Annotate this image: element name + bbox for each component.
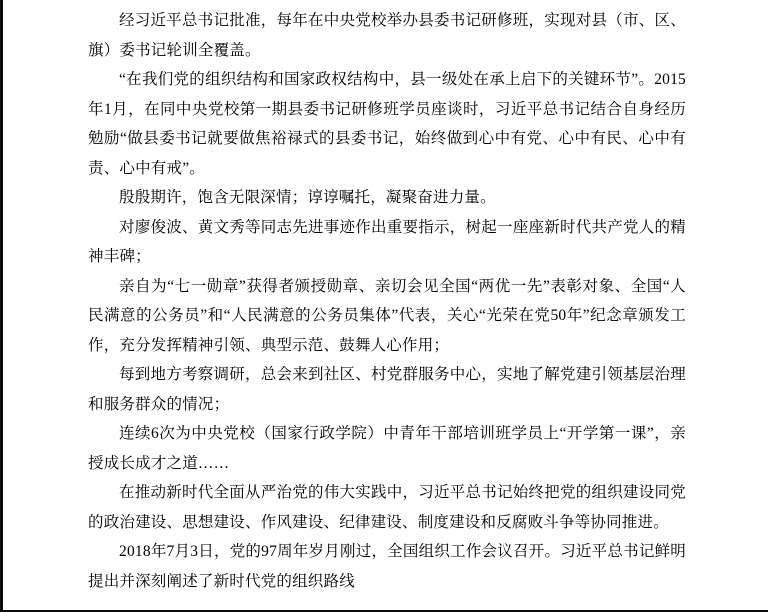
paragraph: 亲自为“七一勋章”获得者颁授勋章、亲切会见全国“两优一先”表彰对象、全国“人民满意的公务员”和“人民满意的公务员集体”代表，关心“光荣在党50年”纪念章颁发工作，充分发挥精神引领、典型示范、鼓舞人心作用； bbox=[88, 277, 686, 354]
paragraph: 殷殷期许，饱含无限深情；谆谆嘱托，凝聚奋进力量。 bbox=[119, 189, 496, 206]
left-margin-rule bbox=[0, 0, 3, 612]
paragraph: 每到地方考察调研，总会来到社区、村党群服务中心，实地了解党建引领基层治理和服务群众的情况； bbox=[88, 366, 686, 413]
paragraph: 在推动新时代全面从严治党的伟大实践中，习近平总书记始终把党的组织建设同党的政治建设、思想建设、作风建设、纪律建设、制度建设和反腐败斗争等协同推进。 bbox=[88, 484, 686, 531]
paragraph: “在我们党的组织结构和国家政权结构中，县一级处在承上启下的关键环节”。2015年1月，在同中央党校第一期县委书记研修班学员座谈时，习近平总书记结合自身经历勉励“做县委书记就要做焦裕禄式的县委书记，始终做到心中有党、心中有民、心中有责、心中有戒”。 bbox=[88, 71, 686, 177]
paragraph: 对廖俊波、黄文秀等同志先进事迹作出重要指示，树起一座座新时代共产党人的精神丰碑； bbox=[88, 218, 686, 265]
paragraph: 2018年7月3日，党的97周年岁月刚过，全国组织工作会议召开。习近平总书记鲜明提出并深刻阐述了新时代党的组织路线 bbox=[88, 543, 686, 590]
paragraph: 经习近平总书记批准，每年在中央党校举办县委书记研修班，实现对县（市、区、旗）委书记轮训全覆盖。 bbox=[88, 12, 686, 59]
document-body bbox=[88, 6, 686, 596]
paragraph: 连续6次为中央党校（国家行政学院）中青年干部培训班学员上“开学第一课”，亲授成长成才之道…… bbox=[88, 425, 686, 472]
